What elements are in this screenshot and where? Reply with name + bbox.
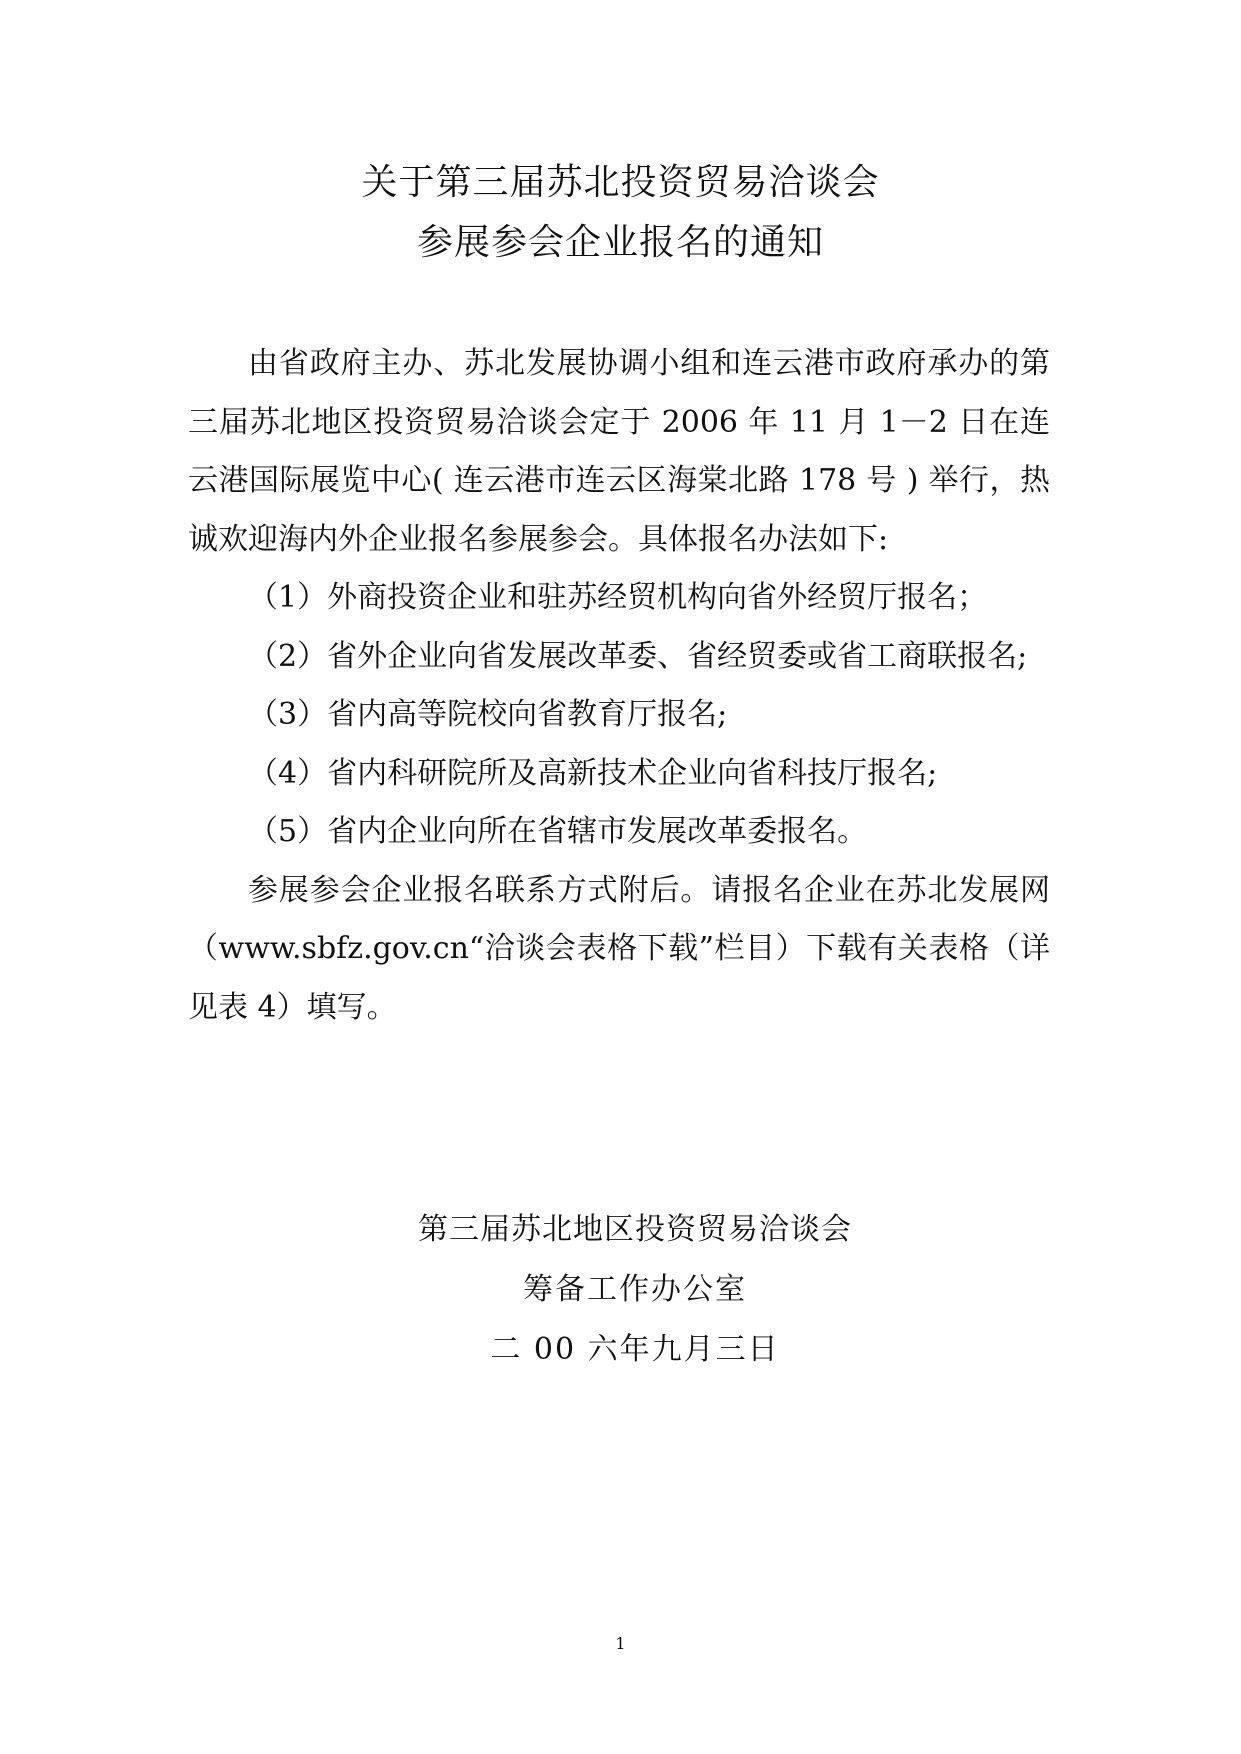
intro-paragraph: 由省政府主办、苏北发展协调小组和连云港市政府承办的第三届苏北地区投资贸易洽谈会定于 2006 年 11 月 1－2 日在连云港国际展览中心( 连云港市连云区海棠北路 178 号 ) 举行，热诚欢迎海内外企业报名参展参会。具体报名办法如下: — [188, 346, 1050, 557]
list-item-3: （3）省内高等院校向省教育厅报名; — [248, 697, 728, 732]
list-item-2: （2）省外企业向省发展改革委、省经贸委或省工商联报名; — [248, 638, 1028, 674]
document-title-line-1: 关于第三届苏北投资贸易洽谈会 — [361, 162, 880, 203]
page-number: 1 — [615, 1634, 626, 1653]
document-title-line-2: 参展参会企业报名的通知 — [416, 222, 824, 263]
signature-office: 筹备工作办公室 — [523, 1272, 747, 1307]
document-body — [188, 335, 1050, 1037]
signature-date: 二 00 六年九月三日 — [490, 1332, 780, 1367]
list-item-5: （5）省内企业向所在省辖市发展改革委报名。 — [248, 814, 868, 849]
signature-organizer: 第三届苏北地区投资贸易洽谈会 — [418, 1212, 852, 1247]
closing-paragraph: 参展参会企业报名联系方式附后。请报名企业在苏北发展网（www.sbfz.gov.cn“洽谈会表格下载”栏目）下载有关表格（详见表 4）填写。 — [188, 872, 1050, 1025]
list-item-4: （4）省内科研院所及高新技术企业向省科技厅报名; — [248, 755, 938, 791]
list-item-1: （1）外商投资企业和驻苏经贸机构向省外经贸厅报名； — [248, 580, 988, 615]
